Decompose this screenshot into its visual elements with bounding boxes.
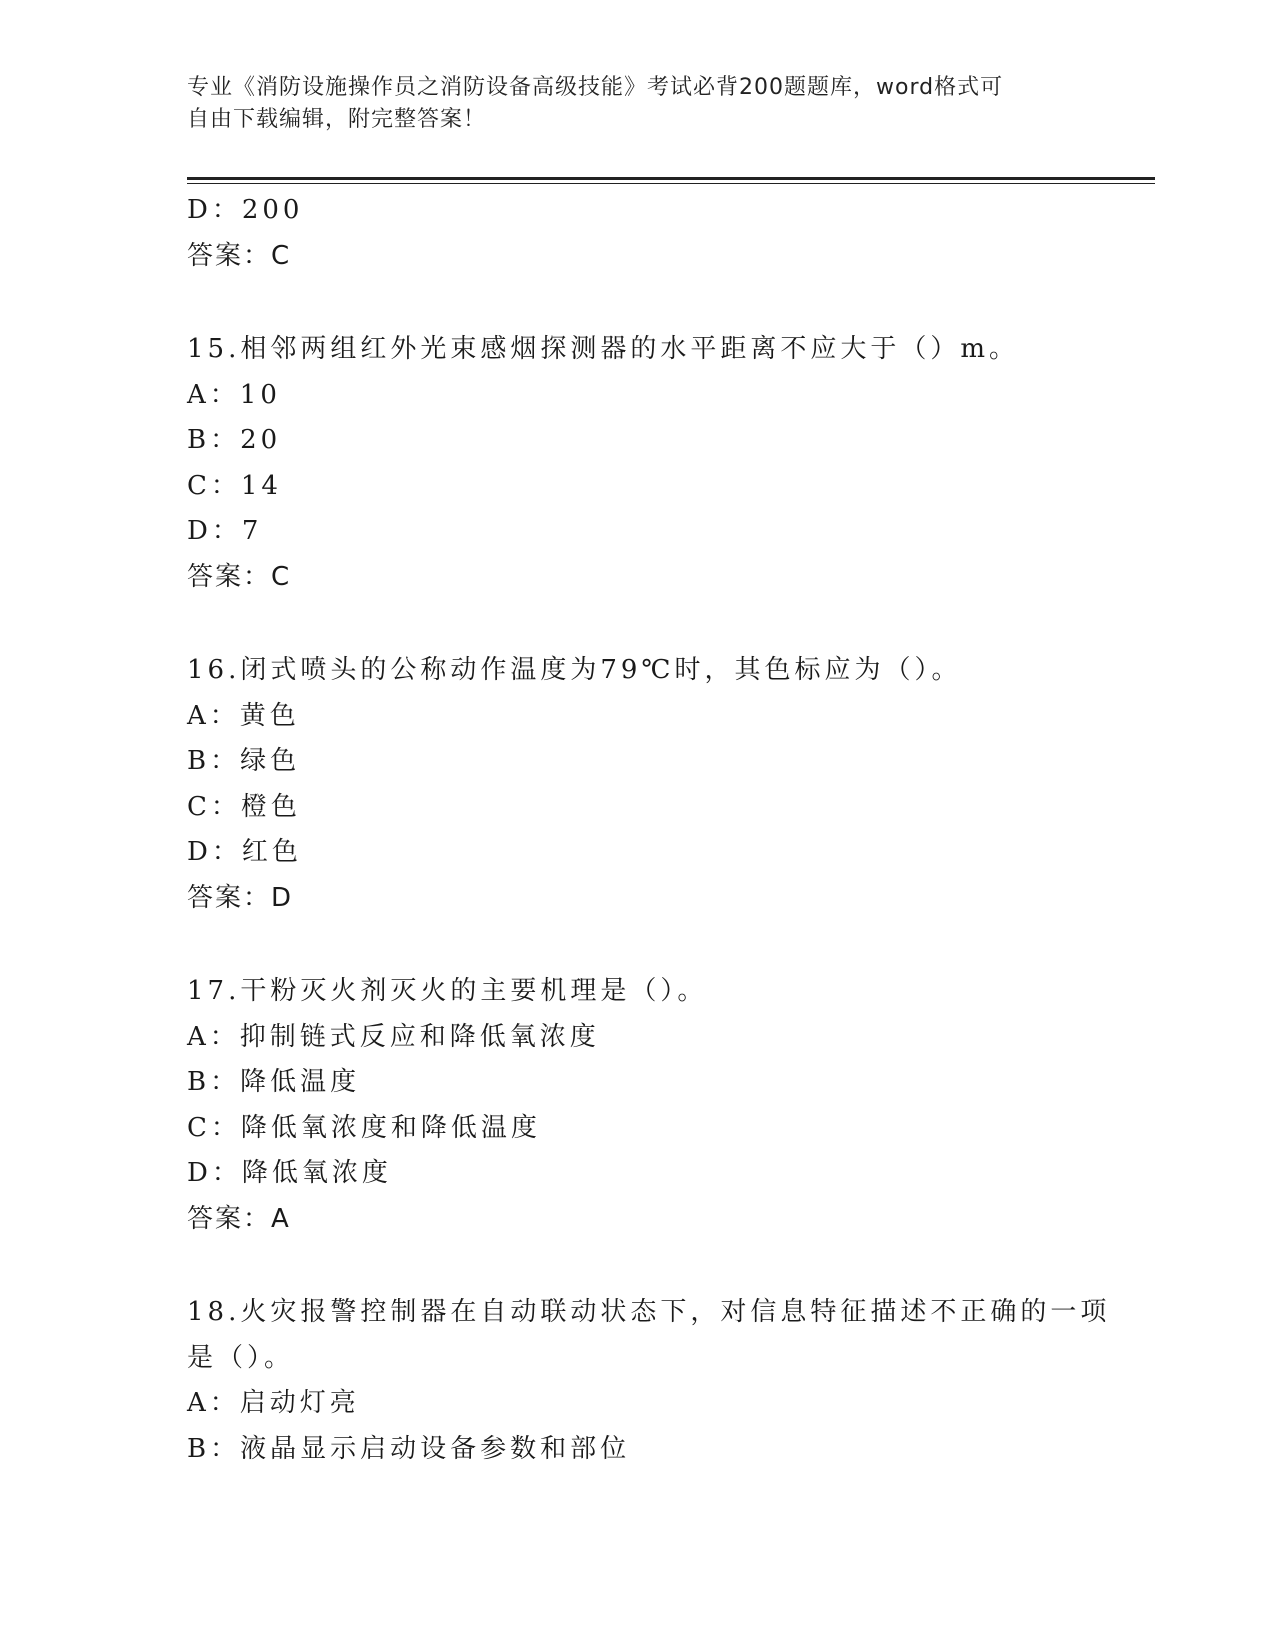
option-b: B：液晶显示启动设备参数和部位: [187, 1433, 631, 1464]
header-divider-thick: [187, 177, 1155, 180]
option-a: A：黄色: [187, 700, 300, 731]
option-c: C：降低氧浓度和降低温度: [187, 1112, 541, 1143]
option-d: D：7: [187, 516, 263, 546]
question-16: [187, 648, 1087, 921]
answer-line: 答案：C: [187, 240, 292, 271]
answer-line: 答案：C: [187, 561, 292, 592]
option-c: C：橙色: [187, 791, 301, 822]
question-title-line-2: 是（）。: [187, 1342, 295, 1373]
question-list: [187, 188, 1111, 1472]
question-title: 15.相邻两组红外光束感烟探测器的水平距离不应大于（）m。: [187, 334, 1020, 364]
question-17: [187, 969, 1087, 1242]
question-15: [187, 327, 1087, 600]
option-c: C：14: [187, 470, 282, 501]
answer-line: 答案：A: [187, 1203, 291, 1234]
option-d: D：红色: [187, 837, 302, 867]
option-d: D：200: [187, 195, 304, 225]
option-b: B：绿色: [187, 746, 301, 776]
option-b: B：降低温度: [187, 1067, 361, 1097]
question-fragment: [187, 188, 1087, 279]
answer-line: 答案：D: [187, 882, 294, 913]
option-d: D：降低氧浓度: [187, 1158, 392, 1188]
document-header: [187, 72, 1067, 136]
question-18: [187, 1290, 1111, 1472]
option-a: A：启动灯亮: [187, 1388, 360, 1418]
option-b: B：20: [187, 425, 282, 455]
question-title: 17.干粉灭火剂灭火的主要机理是（）。: [187, 976, 708, 1006]
question-title-line-1: 18.火灾报警控制器在自动联动状态下，对信息特征描述不正确的一项: [187, 1297, 1111, 1327]
option-a: A：抑制链式反应和降低氧浓度: [187, 1021, 600, 1052]
option-a: A：10: [187, 379, 281, 410]
question-title: 16.闭式喷头的公称动作温度为79℃时，其色标应为（）。: [187, 655, 962, 685]
header-line-1: 专业《消防设施操作员之消防设备高级技能》考试必背200题题库，word格式可: [187, 75, 1004, 100]
header-divider-thin: [187, 183, 1155, 184]
header-line-2: 自由下载编辑，附完整答案！: [187, 107, 487, 132]
